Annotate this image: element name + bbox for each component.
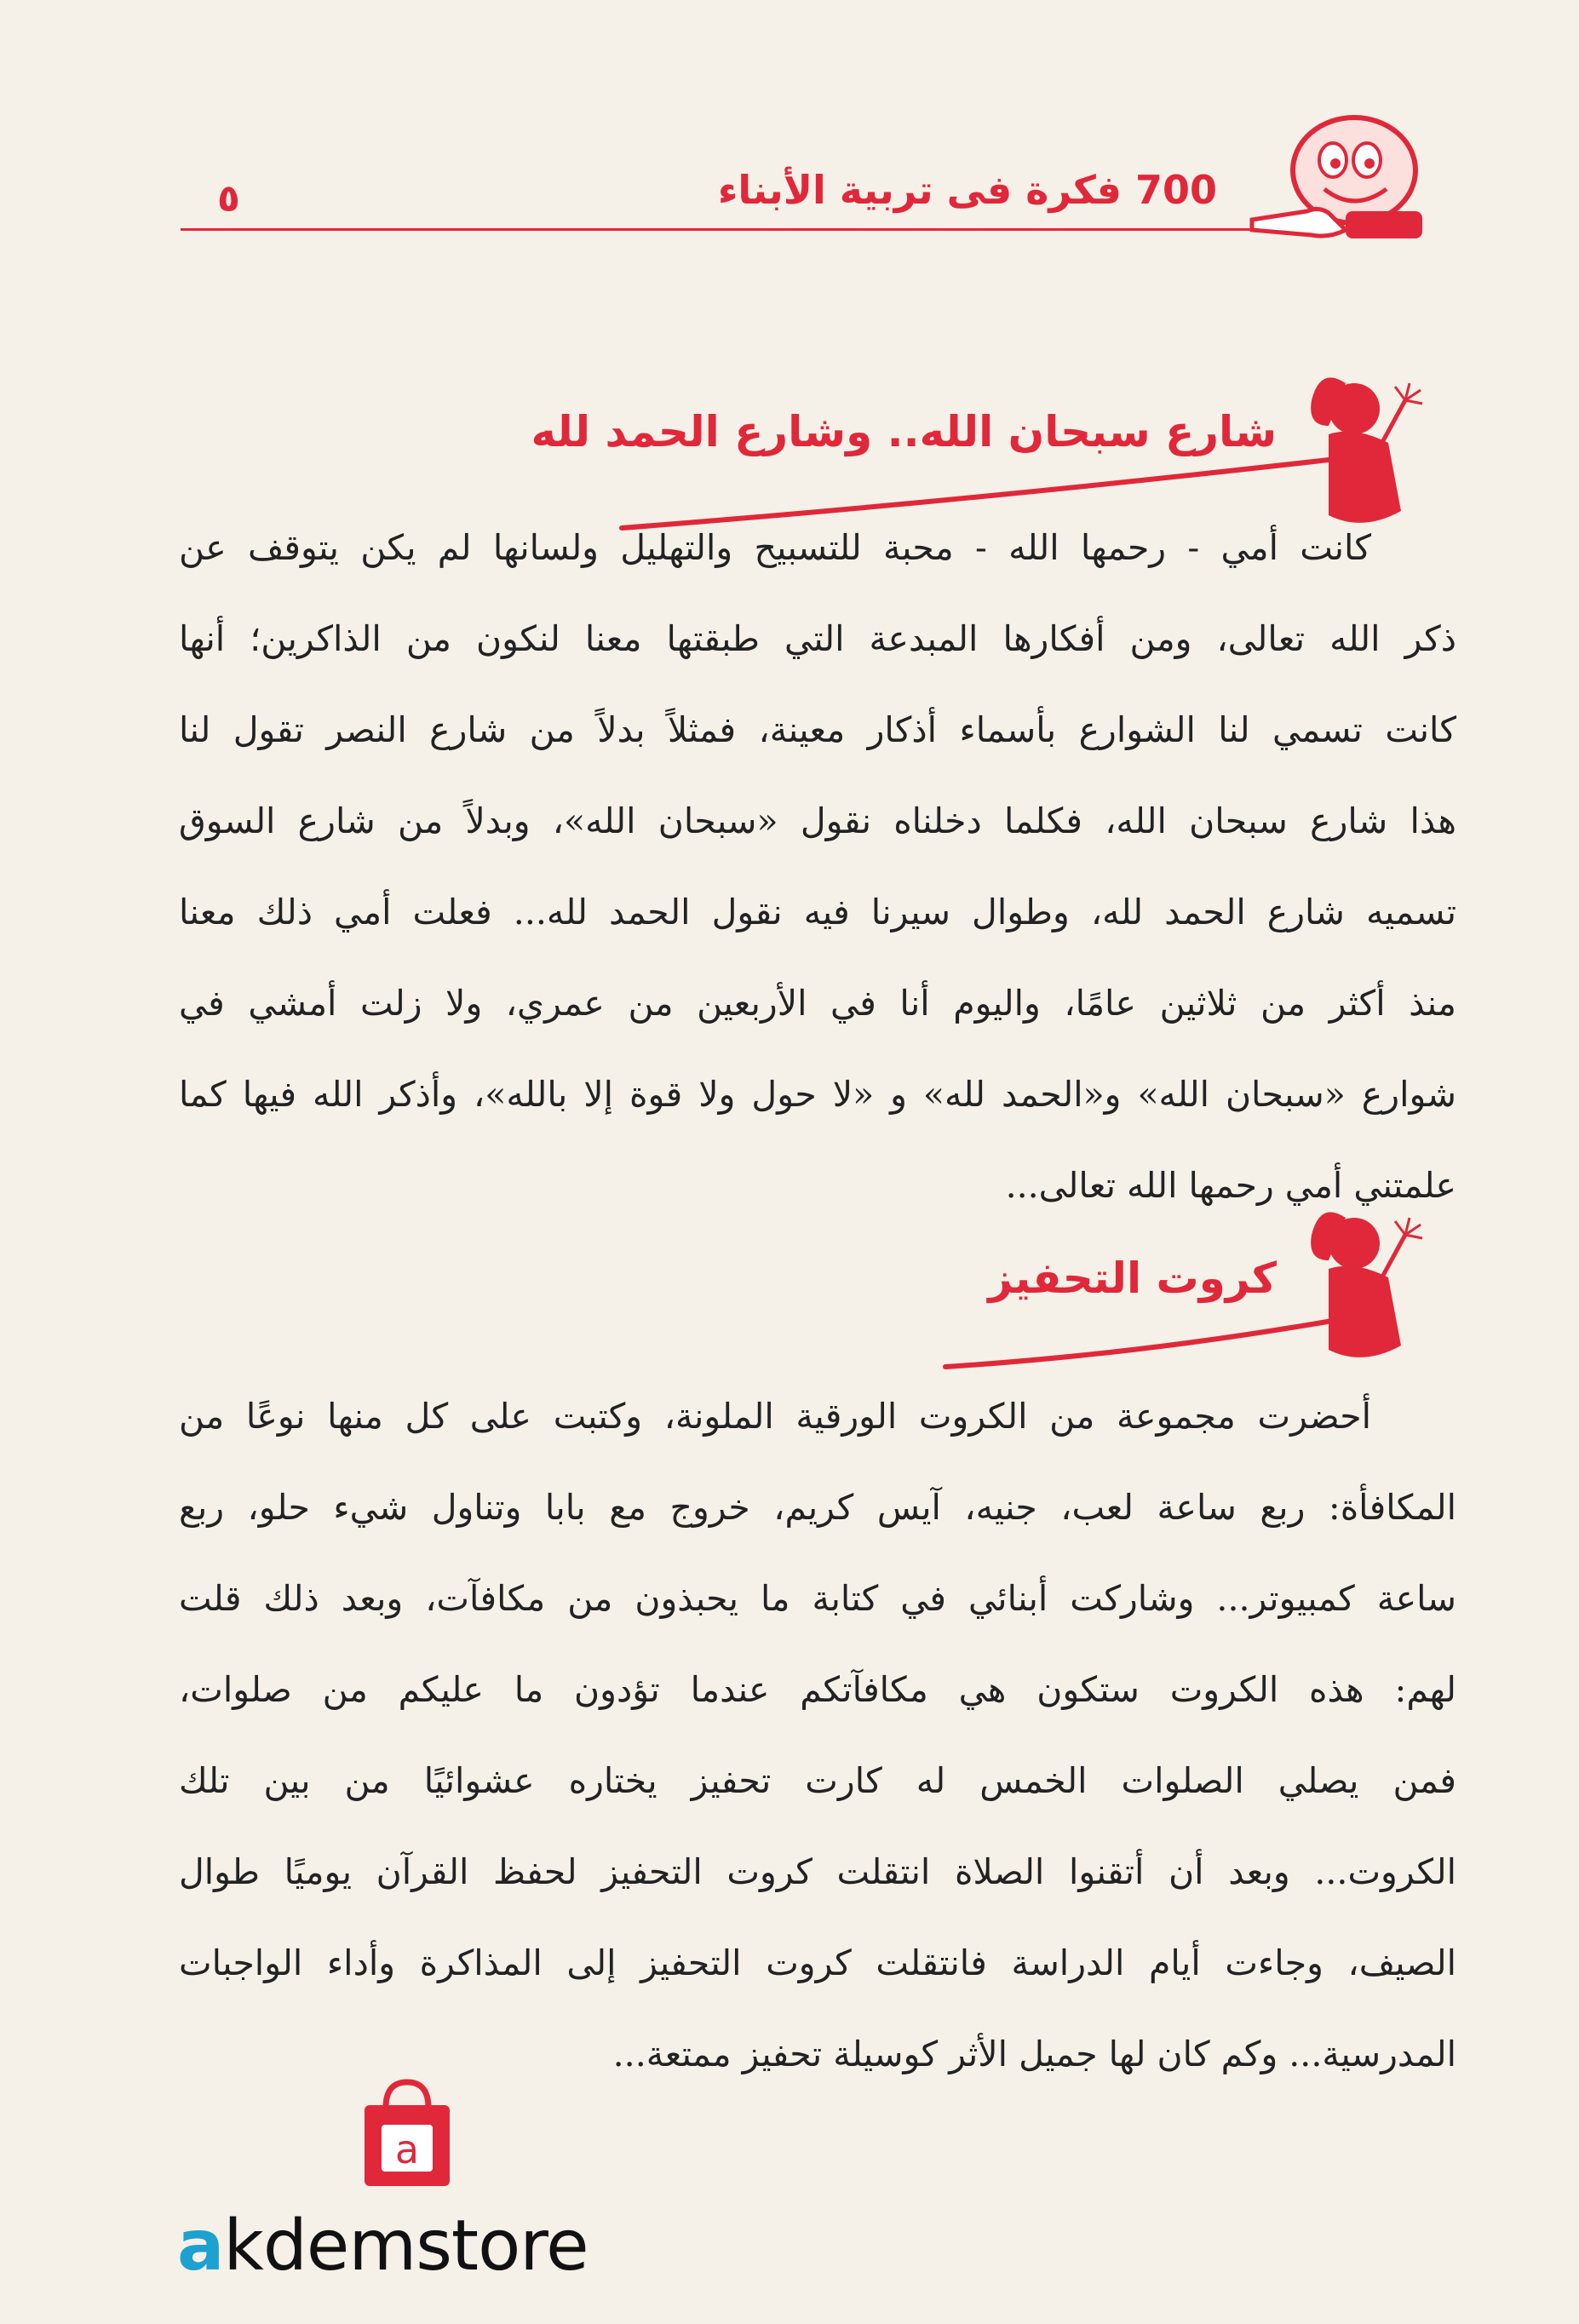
text-line: المكافأة: ربع ساعة لعب، جنيه، آيس كريم، خروج مع بابا وتناول شيء حلو، ربع (179, 1487, 1456, 1528)
text-line: كانت أمي - رحمها الله - محبة للتسبيح والتهليل ولسانها لم يكن يتوقف عن (179, 527, 1371, 568)
store-name-prefix: a (177, 2206, 224, 2287)
mascot-pointing-face-icon (1243, 111, 1439, 247)
store-name-rest: kdemstore (223, 2206, 589, 2287)
text-line: كانت تسمي لنا الشوارع بأسماء أذكار معينة، فمثلاً بدلاً من شارع النصر تقول لنا (179, 709, 1456, 750)
text-line: فمن يصلي الصلوات الخمس له كارت تحفيز يختاره عشوائيًا من بين تلك (179, 1760, 1456, 1801)
section-2-body (179, 1371, 1456, 2100)
text-line: هذا شارع سبحان الله، فكلما دخلناه نقول «سبحان الله»، وبدلاً من شارع السوق (179, 800, 1456, 841)
text-line: ذكر الله تعالى، ومن أفكارها المبدعة التي طبقتها معنا لنكون من الذاكرين؛ أنها (179, 618, 1456, 659)
header-rule (181, 228, 1266, 231)
store-name (177, 2206, 589, 2287)
section-2-swash (937, 1303, 1346, 1380)
section-2-title: كروت التحفيز (988, 1254, 1277, 1303)
page-number: ٥ (217, 177, 240, 221)
shopping-bag-book-icon (356, 2078, 458, 2189)
text-line: شوارع «سبحان الله» و«الحمد لله» و «لا حول ولا قوة إلا بالله»، وأذكر الله فيها كما (179, 1074, 1456, 1115)
badge-letter: a (394, 2126, 420, 2172)
section-1-title: شارع سبحان الله.. وشارع الحمد لله (531, 407, 1277, 456)
text-line: ساعة كمبيوتر... وشاركت أبنائي في كتابة ما يحبذون من مكافآت، وبعد ذلك قلت (179, 1578, 1456, 1619)
text-line: لهم: هذه الكروت ستكون هي مكافآتكم عندما تؤدون ما عليكم من صلوات، (179, 1669, 1456, 1710)
text-line: تسميه شارع الحمد لله، وطوال سيرنا فيه نقول الحمد لله... فعلت أمي ذلك معنا (179, 892, 1456, 932)
text-line: منذ أكثر من ثلاثين عامًا، واليوم أنا في الأربعين من عمري، ولا زلت أمشي في (179, 983, 1456, 1024)
book-title: 700 فكرة فى تربية الأبناء (717, 167, 1217, 213)
text-line: أحضرت مجموعة من الكروت الورقية الملونة، وكتبت على كل منها نوعًا من (179, 1396, 1371, 1437)
text-line: الكروت... وبعد أن أتقنوا الصلاة انتقلت كروت التحفيز لحفظ القرآن يوميًا طوال (179, 1851, 1456, 1892)
text-line: علمتني أمي رحمها الله تعالى... (1005, 1165, 1456, 1206)
store-watermark (177, 2078, 629, 2287)
text-line: الصيف، وجاءت أيام الدراسة فانتقلت كروت التحفيز إلى المذاكرة وأداء الواجبات (179, 1942, 1456, 1983)
section-1-body (179, 502, 1456, 1231)
text-line: المدرسية... وكم كان لها جميل الأثر كوسيلة تحفيز ممتعة... (612, 2034, 1456, 2074)
